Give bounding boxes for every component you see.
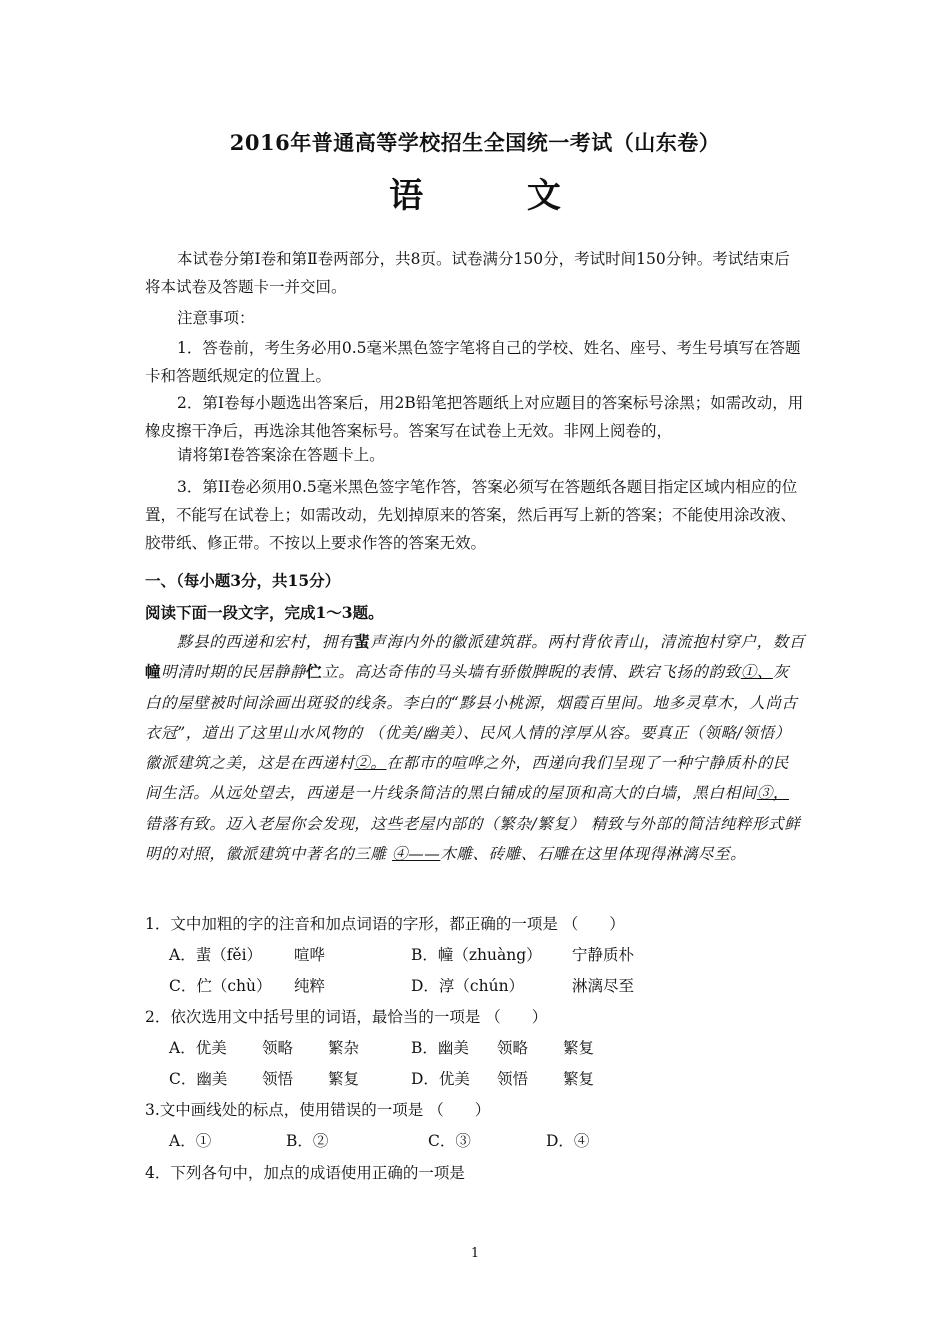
q1-option-a-word: 喧哗 xyxy=(294,946,326,964)
exam-title: 2016年普通高等学校招生全国统一考试（山东卷） xyxy=(229,130,721,155)
intro-paragraph: 本试卷分第Ⅰ卷和第Ⅱ卷两部分，共8页。试卷满分150分，考试时间150分钟。考试结束后将本试卷及答题卡一并交回。 xyxy=(145,250,790,296)
q3-option-b: B．② xyxy=(286,1132,329,1150)
q1-option-d: D．淳（chún） xyxy=(411,977,525,995)
notes-title: 注意事项： xyxy=(177,309,255,327)
question-1-stem: 1．文中加粗的字的注音和加点词语的字形，都正确的一项是 （ ） xyxy=(145,915,625,933)
q1-option-b-word: 宁静质朴 xyxy=(572,946,635,964)
q1-option-a: A．蜚（fěi） xyxy=(169,946,263,964)
note-1: 1．答卷前，考生务必用0.5毫米黑色签字笔将自己的学校、姓名、座号、考生号填写在答题卡和答题纸规定的位置上。 xyxy=(145,339,801,385)
q2-option-b-3: 繁复 xyxy=(563,1039,595,1057)
q3-option-c: C．③ xyxy=(428,1132,471,1150)
mark-2: ②。 xyxy=(354,754,387,773)
q1-option-c-word: 纯粹 xyxy=(294,977,326,995)
q1-option-b: B．幢（zhuàng） xyxy=(411,946,542,964)
reading-passage: 黟县的西递和宏村，拥有蜚声海内外的徽派建筑群。两村背依青山，清流抱村穿户，数百幢明清时期的民居静静伫立。高达奇伟的马头墙有骄傲脾睨的表情、跌宕飞扬的韵致①、灰白的屋壁被时间涂画出斑驳的线条。李白的“黟县小桃源，烟霞百里间。地多灵草木，人尚古衣冠”，道出了这里山水风物的 （优美/幽美）、民风人情的淳厚从容。要真正（领略/领悟）徽派建筑之美，这是在西递村②。在都市的喧哗之外，西递向我们呈现了一种宁静质朴的民间生活。从远处望去，西递是一片线条简洁的黑白铺成的屋顶和高大的白墙，黑白相间③， 错落有致。迈入老屋你会发现，这些老屋内部的（繁杂/繁复） 精致与外部的简洁纯粹形式鲜明的对照，徽派建筑中著名的三雕 ④——木雕、砖雕、石雕在这里体现得淋漓尽至。 xyxy=(145,632,805,864)
q2-option-b-2: 领略 xyxy=(497,1039,529,1057)
bold-char-1: 蜚 xyxy=(354,632,371,651)
page-number: 1 xyxy=(470,1246,480,1261)
q2-option-b: B．幽美 xyxy=(411,1039,469,1057)
q2-option-c-3: 繁复 xyxy=(328,1070,360,1088)
mark-1: ①、 xyxy=(740,663,773,682)
mark-3: ③， xyxy=(756,784,790,803)
q2-option-a: A．优美 xyxy=(169,1039,227,1057)
q1-option-d-word: 淋漓尽至 xyxy=(572,977,635,995)
note-2-continued: 请将第Ⅰ卷答案涂在答题卡上。 xyxy=(177,446,385,464)
mark-4: ④—— xyxy=(392,845,441,864)
subject-title: 语 文 xyxy=(389,176,607,216)
q2-option-d: D．优美 xyxy=(411,1070,470,1088)
q2-option-a-2: 领略 xyxy=(262,1039,294,1057)
section-heading: 一、（每小题3分，共15分） xyxy=(145,571,341,590)
bold-char-2: 幢 xyxy=(145,662,162,682)
q3-option-a: A．① xyxy=(169,1132,212,1150)
question-2-stem: 2．依次选用文中括号里的词语，最恰当的一项是 （ ） xyxy=(145,1008,548,1026)
question-3-stem: 3.文中画线处的标点，使用错误的一项是 （ ） xyxy=(145,1101,491,1119)
q1-option-c: C．伫（chù） xyxy=(169,977,272,995)
question-4-stem: 4．下列各句中，加点的成语使用正确的一项是 xyxy=(145,1164,465,1182)
q3-option-d: D．④ xyxy=(546,1132,590,1150)
q2-option-d-2: 领悟 xyxy=(497,1070,529,1088)
note-2: 2．第Ⅰ卷每小题选出答案后，用2B铅笔把答题纸上对应题目的答案标号涂黑；如需改动，用橡皮擦干净后，再选涂其他答案标号。答案写在试卷上无效。非网上阅卷的， xyxy=(145,394,804,440)
q2-option-a-3: 繁杂 xyxy=(328,1039,360,1057)
bold-char-3: 伫 xyxy=(306,662,323,682)
q2-option-c: C．幽美 xyxy=(169,1070,228,1088)
reading-instruction: 阅读下面一段文字，完成1～3题。 xyxy=(145,603,384,622)
q2-option-d-3: 繁复 xyxy=(563,1070,595,1088)
q2-option-c-2: 领悟 xyxy=(262,1070,294,1088)
note-3: 3．第II卷必须用0.5毫米黑色签字笔作答，答案必须写在答题纸各题目指定区域内相应的位置，不能写在试卷上；如需改动，先划掉原来的答案，然后再写上新的答案；不能使用涂改液、胶带纸、修正带。不按以上要求作答的答案无效。 xyxy=(145,478,798,552)
